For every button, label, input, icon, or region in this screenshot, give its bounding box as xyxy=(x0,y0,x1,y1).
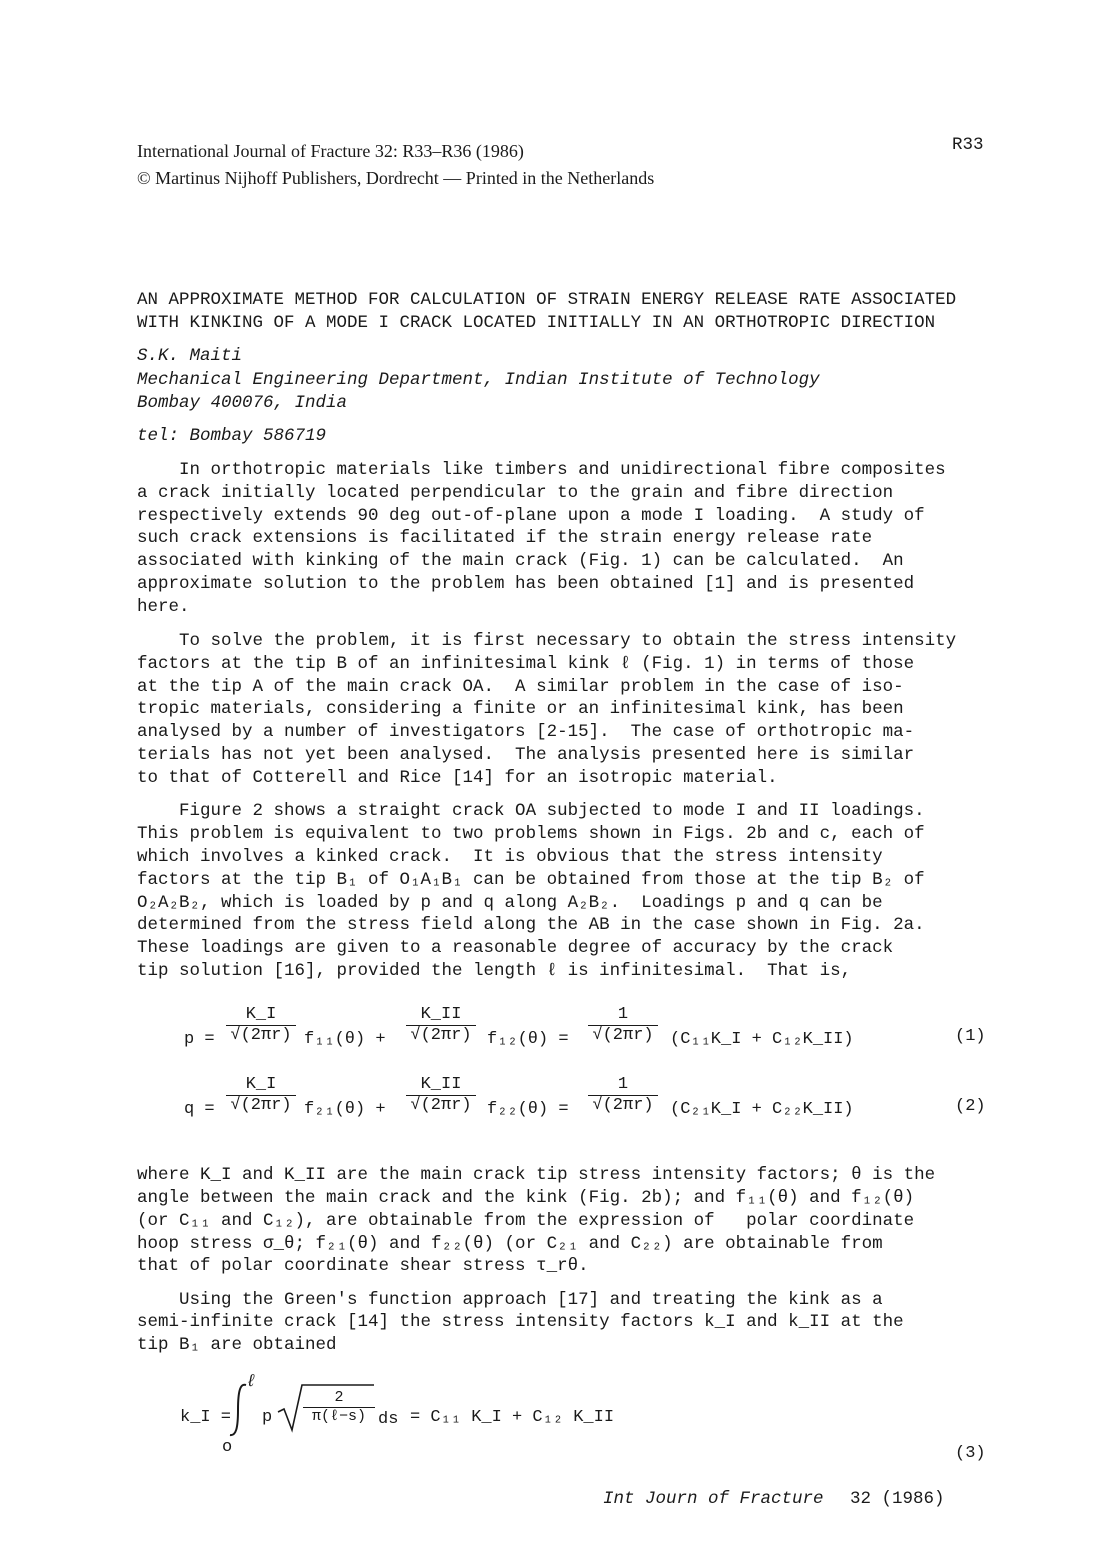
eq3-integrand: p xyxy=(262,1408,273,1427)
publisher-line: © Martinus Nijhoff Publishers, Dordrecht — Printed in the Netherlands xyxy=(137,168,655,188)
eq3-sqrt-fraction: 2 π(ℓ−s) xyxy=(303,1389,375,1426)
eq1-func-1: f₁₁(θ) + xyxy=(304,1030,386,1049)
eq2-fraction-2: $\frac{K\_II}{√(2\pi r)}$ xyxy=(406,1075,476,1116)
eq1-func-2: f₁₂(θ) = xyxy=(487,1030,569,1049)
eq1-rhs: (C₁₁K_I + C₁₂K_II) xyxy=(670,1030,854,1049)
eq1-fraction-2: $\frac{K\_II}{√(2\pi r)}$ xyxy=(406,1005,476,1046)
eq2-func-1: f₂₁(θ) + xyxy=(304,1100,386,1119)
paragraph-5b: semi-infinite crack [14] the stress intensity factors k_I and k_II at the xyxy=(137,1312,904,1332)
affiliation-line-2: Bombay 400076, India xyxy=(137,393,348,413)
eq3-upper-limit: ℓ xyxy=(246,1373,257,1392)
paper-title-line-1: AN APPROXIMATE METHOD FOR CALCULATION OF STRAIN ENERGY RELEASE RATE ASSOCIATED xyxy=(137,290,957,310)
paragraph-1: In orthotropic materials like timbers and unidirectional fibre composites a crack initially located perpendicular to the grain and fibre direction respectively extends 90 deg out-of-plane upon a mode I loading. A study of such crack extensions is facilitated if the strain energy release rate associated with kinking of the main crack (Fig. 1) can be calculated. An approximate solution to the problem has been obtained [1] and is presented here. xyxy=(137,460,946,617)
eq2-lhs: q = xyxy=(184,1100,215,1119)
eq3-rhs: = C₁₁ K_I + C₁₂ K_II xyxy=(410,1408,615,1427)
paragraph-4e: that of polar coordinate shear stress τ_rθ. xyxy=(137,1256,589,1276)
telephone: tel: Bombay 586719 xyxy=(137,426,327,446)
page-number: R33 xyxy=(952,135,984,155)
paper-title-line-2: WITH KINKING OF A MODE I CRACK LOCATED INITIALLY IN AN ORTHOTROPIC DIRECTION xyxy=(137,313,936,333)
journal-citation: International Journal of Fracture 32: R33–R36 (1986) xyxy=(137,141,524,161)
paragraph-5a: Using the Green's function approach [17] and treating the kink as a xyxy=(137,1290,883,1310)
eq3-number: (3) xyxy=(955,1444,986,1463)
footer-journal-abbrev: Int Journ of Fracture xyxy=(603,1489,824,1509)
paragraph-5c: tip B₁ are obtained xyxy=(137,1335,337,1355)
eq1-lhs: p = xyxy=(184,1030,215,1049)
eq1-fraction-3: $\frac{1}{√(2\pi r)}$ xyxy=(588,1005,658,1046)
paragraph-4c: (or C₁₁ and C₁₂), are obtainable from the expression of polar coordinate xyxy=(137,1211,915,1231)
paragraph-4a: where K_I and K_II are the main crack tip stress intensity factors; θ is the xyxy=(137,1165,936,1185)
eq2-func-2: f₂₂(θ) = xyxy=(487,1100,569,1119)
paragraph-3b: factors at the tip B₁ of O₁A₁B₁ can be obtained from those at the tip B₂ of xyxy=(137,870,925,890)
eq2-number: (2) xyxy=(955,1097,986,1116)
paragraph-3c: O₂A₂B₂, which is loaded by p and q along A₂B₂. Loadings p and q can be xyxy=(137,893,883,913)
eq2-fraction-3: $\frac{1}{√(2\pi r)}$ xyxy=(588,1075,658,1116)
paragraph-4b: angle between the main crack and the kink (Fig. 2b); and f₁₁(θ) and f₁₂(θ) xyxy=(137,1188,915,1208)
affiliation-line-1: Mechanical Engineering Department, Indian Institute of Technology xyxy=(137,370,820,390)
eq2-fraction-1: $\frac{K\_I}{√(2\pi r)}$ xyxy=(226,1075,296,1116)
paragraph-2: To solve the problem, it is first necessary to obtain the stress intensity factors at the tip B of an infinitesimal kink ℓ (Fig. 1) in terms of those at the tip A of the main crack OA. A similar problem in the case of iso- tropic materials, considering a finite or an infinitesimal kink, has been analysed by a number of investigators [2-15]. The case of orthotropic ma- terials has not yet been analysed. The analysis presented here is similar to that of Cotterell and Rice [14] for an isotropic material. xyxy=(137,631,957,788)
paragraph-4d: hoop stress σ_θ; f₂₁(θ) and f₂₂(θ) (or C₂₁ and C₂₂) are obtainable from xyxy=(137,1234,883,1254)
paragraph-3d: determined from the stress field along the AB in the case shown in Fig. 2a. These loadings are given to a reasonable degree of accuracy by the crack tip solution [16], provided the length ℓ is infinitesimal. That is, xyxy=(137,915,925,981)
footer-volume-year: 32 (1986) xyxy=(850,1489,945,1509)
paragraph-3a: Figure 2 shows a straight crack OA subjected to mode I and II loadings. This problem is equivalent to two problems shown in Figs. 2b and c, each of which involves a kinked crack. It is obvious that the stress intensity xyxy=(137,801,925,867)
eq2-rhs: (C₂₁K_I + C₂₂K_II) xyxy=(670,1100,854,1119)
eq3-lower-limit: o xyxy=(222,1438,233,1457)
eq1-fraction-1: $\frac{K\_I}{√(2\pi r)}$ xyxy=(226,1005,296,1046)
eq3-lhs: k_I = xyxy=(180,1408,232,1427)
eq3-ds: ds xyxy=(378,1410,399,1429)
author-name: S.K. Maiti xyxy=(137,346,243,366)
eq1-number: (1) xyxy=(955,1027,986,1046)
